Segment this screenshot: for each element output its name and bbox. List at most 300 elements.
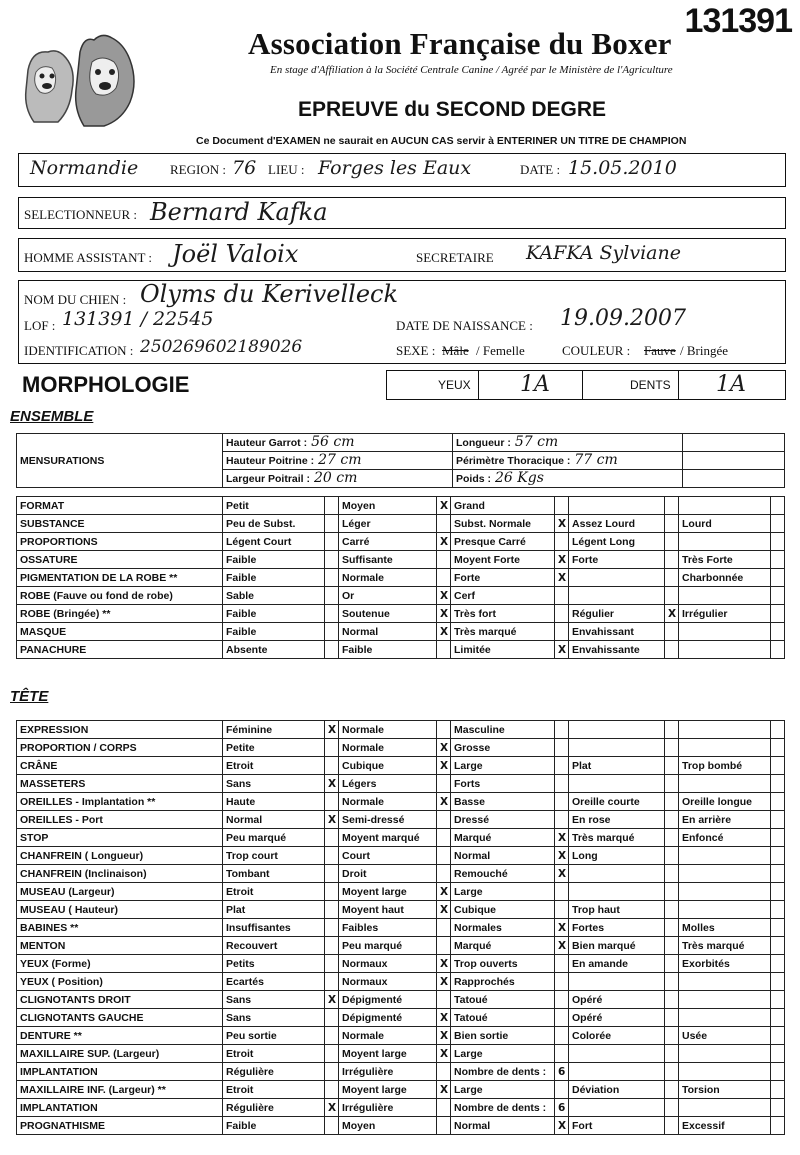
table-row xyxy=(17,533,785,551)
check-cell[interactable] xyxy=(325,865,339,883)
check-cell[interactable] xyxy=(325,551,339,569)
option-cell: Moyent Forte xyxy=(451,551,555,569)
option-cell: Etroit xyxy=(223,883,325,901)
tete-title: TÊTE xyxy=(10,688,49,705)
check-cell[interactable] xyxy=(665,1045,679,1063)
option-cell xyxy=(679,991,771,1009)
check-cell[interactable] xyxy=(325,757,339,775)
option-cell: Trop court xyxy=(223,847,325,865)
option-cell: Moyent haut xyxy=(339,901,437,919)
table-row xyxy=(17,847,785,865)
check-cell[interactable] xyxy=(665,1081,679,1099)
check-cell[interactable] xyxy=(771,919,785,937)
measure-cell xyxy=(223,470,453,488)
option-cell: Moyen xyxy=(339,497,437,515)
option-cell: Légers xyxy=(339,775,437,793)
check-cell[interactable] xyxy=(665,919,679,937)
table-row xyxy=(17,865,785,883)
option-cell: Forts xyxy=(451,775,555,793)
measure-label: Largeur Poitrail : xyxy=(226,473,311,485)
option-cell: Faible xyxy=(339,641,437,659)
check-cell[interactable]: X xyxy=(325,721,339,739)
empty-cell xyxy=(683,434,785,452)
option-cell: Grand xyxy=(451,497,555,515)
yeux-value[interactable]: 1A xyxy=(520,372,550,397)
check-cell[interactable] xyxy=(437,641,451,659)
check-cell[interactable] xyxy=(665,901,679,919)
check-cell[interactable] xyxy=(771,721,785,739)
measure-label: Poids : xyxy=(456,473,492,485)
check-cell[interactable] xyxy=(437,919,451,937)
measure-value[interactable]: 20 cm xyxy=(314,470,358,486)
check-cell[interactable] xyxy=(665,587,679,605)
option-cell xyxy=(569,973,665,991)
check-cell[interactable] xyxy=(665,811,679,829)
selectionneur-value[interactable]: Bernard Kafka xyxy=(150,198,328,226)
option-cell: Plat xyxy=(223,901,325,919)
check-cell[interactable] xyxy=(771,937,785,955)
option-cell: Très marqué xyxy=(679,937,771,955)
check-cell[interactable]: X xyxy=(437,1027,451,1045)
option-cell: Molles xyxy=(679,919,771,937)
check-cell[interactable]: X xyxy=(437,533,451,551)
check-cell[interactable]: X xyxy=(437,901,451,919)
option-cell: Trop haut xyxy=(569,901,665,919)
check-cell[interactable] xyxy=(325,1009,339,1027)
check-cell[interactable]: X xyxy=(437,587,451,605)
check-cell[interactable] xyxy=(325,623,339,641)
lieu-value[interactable]: Forges les Eaux xyxy=(318,157,472,179)
check-cell[interactable] xyxy=(665,937,679,955)
option-cell xyxy=(679,721,771,739)
homme-assistant-value[interactable]: Joël Valoix xyxy=(172,240,299,268)
row-label: CHANFREIN (Inclinaison) xyxy=(17,865,223,883)
check-cell[interactable] xyxy=(665,757,679,775)
check-cell[interactable] xyxy=(325,497,339,515)
check-cell[interactable] xyxy=(771,1045,785,1063)
row-label: STOP xyxy=(17,829,223,847)
check-cell[interactable]: X xyxy=(555,847,569,865)
check-cell[interactable]: X xyxy=(437,955,451,973)
table-row xyxy=(17,515,785,533)
option-cell: Rapprochés xyxy=(451,973,555,991)
check-cell[interactable] xyxy=(555,901,569,919)
check-cell[interactable] xyxy=(325,829,339,847)
check-cell[interactable] xyxy=(771,775,785,793)
check-cell[interactable] xyxy=(771,883,785,901)
measure-cell xyxy=(453,470,683,488)
yeux-divider xyxy=(478,370,479,400)
option-cell: Enfoncé xyxy=(679,829,771,847)
row-label: SUBSTANCE xyxy=(17,515,223,533)
option-cell: Exorbités xyxy=(679,955,771,973)
region-value[interactable]: 76 xyxy=(232,157,257,179)
region-name-value[interactable]: Normandie xyxy=(30,157,139,179)
dents-label: DENTS xyxy=(630,378,671,392)
check-cell[interactable] xyxy=(665,569,679,587)
check-cell[interactable]: 6 xyxy=(555,1063,569,1081)
option-cell: Cerf xyxy=(451,587,555,605)
table-row xyxy=(17,739,785,757)
option-cell: Large xyxy=(451,883,555,901)
check-cell[interactable]: X xyxy=(555,829,569,847)
check-cell[interactable]: X xyxy=(665,605,679,623)
option-cell: Régulière xyxy=(223,1063,325,1081)
check-cell[interactable] xyxy=(665,1009,679,1027)
row-label: IMPLANTATION xyxy=(17,1063,223,1081)
check-cell[interactable] xyxy=(771,1009,785,1027)
lof-value[interactable]: 131391 / 22545 xyxy=(62,308,214,330)
measure-cell xyxy=(223,452,453,470)
check-cell[interactable]: X xyxy=(437,973,451,991)
check-cell[interactable] xyxy=(555,1081,569,1099)
check-cell[interactable] xyxy=(665,1027,679,1045)
option-cell: Charbonnée xyxy=(679,569,771,587)
dents-value[interactable]: 1A xyxy=(716,372,746,397)
option-cell xyxy=(679,973,771,991)
check-cell[interactable] xyxy=(555,973,569,991)
option-cell: Assez Lourd xyxy=(569,515,665,533)
option-cell: Semi-dressé xyxy=(339,811,437,829)
check-cell[interactable] xyxy=(555,739,569,757)
check-cell[interactable] xyxy=(555,1009,569,1027)
check-cell[interactable] xyxy=(665,533,679,551)
region-label: REGION : xyxy=(170,162,226,177)
option-cell: Marqué xyxy=(451,829,555,847)
check-cell[interactable] xyxy=(555,721,569,739)
association-title: Association Française du Boxer xyxy=(248,26,672,61)
check-cell[interactable]: 6 xyxy=(555,1099,569,1117)
ensemble-table xyxy=(16,496,785,659)
epreuve-title: EPREUVE du SECOND DEGRE xyxy=(298,98,607,121)
check-cell[interactable] xyxy=(665,497,679,515)
option-cell xyxy=(569,569,665,587)
option-cell xyxy=(679,641,771,659)
table-row xyxy=(17,434,785,452)
sexe-value: / Femelle xyxy=(476,343,525,358)
boxer-dogs-logo xyxy=(18,30,150,132)
check-cell[interactable] xyxy=(665,641,679,659)
check-cell[interactable] xyxy=(555,757,569,775)
check-cell[interactable] xyxy=(437,1099,451,1117)
option-cell: Excessif xyxy=(679,1117,771,1135)
check-cell[interactable] xyxy=(771,757,785,775)
check-cell[interactable] xyxy=(555,991,569,1009)
check-cell[interactable] xyxy=(325,1081,339,1099)
check-cell[interactable]: X xyxy=(437,1045,451,1063)
measure-label: Hauteur Poitrine : xyxy=(226,455,315,467)
check-cell[interactable] xyxy=(771,623,785,641)
check-cell[interactable]: X xyxy=(555,551,569,569)
check-cell[interactable] xyxy=(665,883,679,901)
check-cell[interactable]: X xyxy=(437,883,451,901)
check-cell[interactable] xyxy=(771,533,785,551)
option-cell: Sans xyxy=(223,1009,325,1027)
check-cell[interactable] xyxy=(325,605,339,623)
check-cell[interactable]: X xyxy=(555,937,569,955)
check-cell[interactable] xyxy=(771,739,785,757)
option-cell: Long xyxy=(569,847,665,865)
check-cell[interactable] xyxy=(437,937,451,955)
check-cell[interactable] xyxy=(437,811,451,829)
option-cell: Normal xyxy=(451,847,555,865)
row-label: YEUX ( Position) xyxy=(17,973,223,991)
check-cell[interactable] xyxy=(325,919,339,937)
check-cell[interactable]: X xyxy=(437,739,451,757)
check-cell[interactable]: X xyxy=(555,515,569,533)
check-cell[interactable] xyxy=(437,991,451,1009)
check-cell[interactable] xyxy=(771,515,785,533)
check-cell[interactable] xyxy=(325,883,339,901)
check-cell[interactable]: X xyxy=(325,811,339,829)
check-cell[interactable] xyxy=(665,1117,679,1135)
check-cell[interactable]: X xyxy=(437,605,451,623)
check-cell[interactable] xyxy=(437,847,451,865)
option-cell: En arrière xyxy=(679,811,771,829)
check-cell[interactable]: X xyxy=(325,775,339,793)
check-cell[interactable] xyxy=(665,775,679,793)
table-row xyxy=(17,623,785,641)
option-cell xyxy=(679,1009,771,1027)
check-cell[interactable] xyxy=(325,1063,339,1081)
check-cell[interactable] xyxy=(555,623,569,641)
option-cell: Oreille longue xyxy=(679,793,771,811)
check-cell[interactable] xyxy=(771,793,785,811)
table-row xyxy=(17,937,785,955)
option-cell: Trop ouverts xyxy=(451,955,555,973)
measure-value[interactable]: 57 cm xyxy=(514,434,559,450)
check-cell[interactable] xyxy=(325,973,339,991)
check-cell[interactable] xyxy=(555,497,569,515)
check-cell[interactable] xyxy=(771,973,785,991)
check-cell[interactable] xyxy=(665,793,679,811)
check-cell[interactable] xyxy=(555,605,569,623)
check-cell[interactable] xyxy=(555,883,569,901)
option-cell: Ecartés xyxy=(223,973,325,991)
row-label: FORMAT xyxy=(17,497,223,515)
option-cell: Normaux xyxy=(339,973,437,991)
check-cell[interactable] xyxy=(771,497,785,515)
couleur-value: / Bringée xyxy=(680,343,729,358)
check-cell[interactable] xyxy=(555,1027,569,1045)
measure-cell xyxy=(453,434,683,452)
check-cell[interactable] xyxy=(325,847,339,865)
row-label: MUSEAU ( Hauteur) xyxy=(17,901,223,919)
table-row xyxy=(17,641,785,659)
check-cell[interactable] xyxy=(325,533,339,551)
check-cell[interactable] xyxy=(665,955,679,973)
check-cell[interactable] xyxy=(555,793,569,811)
option-cell: Large xyxy=(451,1045,555,1063)
option-cell: Large xyxy=(451,757,555,775)
check-cell[interactable] xyxy=(771,865,785,883)
check-cell[interactable] xyxy=(771,551,785,569)
measure-value[interactable]: 27 cm xyxy=(318,452,362,468)
homme-assistant-label: HOMME ASSISTANT : xyxy=(24,250,153,265)
check-cell[interactable]: X xyxy=(437,757,451,775)
check-cell[interactable] xyxy=(771,1063,785,1081)
option-cell: Normale xyxy=(339,569,437,587)
table-row xyxy=(17,497,785,515)
selectionneur-label: SELECTIONNEUR : xyxy=(24,207,138,222)
check-cell[interactable] xyxy=(771,641,785,659)
check-cell[interactable] xyxy=(325,937,339,955)
option-cell: Très fort xyxy=(451,605,555,623)
check-cell[interactable]: X xyxy=(437,793,451,811)
table-row xyxy=(17,721,785,739)
option-cell: Irrégulier xyxy=(679,605,771,623)
check-cell[interactable] xyxy=(437,569,451,587)
check-cell[interactable]: X xyxy=(437,623,451,641)
check-cell[interactable] xyxy=(771,991,785,1009)
option-cell: Légent Court xyxy=(223,533,325,551)
option-cell: Masculine xyxy=(451,721,555,739)
check-cell[interactable] xyxy=(771,1027,785,1045)
check-cell[interactable] xyxy=(325,1045,339,1063)
check-cell[interactable] xyxy=(325,793,339,811)
option-cell xyxy=(679,497,771,515)
nom-chien-value[interactable]: Olyms du Kerivelleck xyxy=(140,280,398,308)
check-cell[interactable] xyxy=(325,901,339,919)
check-cell[interactable] xyxy=(555,811,569,829)
check-cell[interactable]: X xyxy=(325,1099,339,1117)
option-cell xyxy=(679,533,771,551)
check-cell[interactable] xyxy=(771,1117,785,1135)
check-cell[interactable] xyxy=(771,1081,785,1099)
check-cell[interactable] xyxy=(771,811,785,829)
row-label: MASQUE xyxy=(17,623,223,641)
option-cell: Dépigmenté xyxy=(339,991,437,1009)
row-label: OREILLES - Implantation ** xyxy=(17,793,223,811)
option-cell: Moyent large xyxy=(339,1081,437,1099)
date-value[interactable]: 15.05.2010 xyxy=(568,157,677,179)
check-cell[interactable] xyxy=(665,551,679,569)
row-label: DENTURE ** xyxy=(17,1027,223,1045)
secretaire-value[interactable]: KAFKA Sylviane xyxy=(526,242,681,264)
check-cell[interactable] xyxy=(665,623,679,641)
check-cell[interactable] xyxy=(325,587,339,605)
check-cell[interactable] xyxy=(771,847,785,865)
check-cell[interactable]: X xyxy=(555,919,569,937)
option-cell: Nombre de dents : xyxy=(451,1099,555,1117)
check-cell[interactable] xyxy=(665,991,679,1009)
measure-value[interactable]: 26 Kgs xyxy=(495,470,544,486)
check-cell[interactable] xyxy=(665,829,679,847)
check-cell[interactable] xyxy=(325,569,339,587)
option-cell: Dépigmenté xyxy=(339,1009,437,1027)
measure-value[interactable]: 77 cm xyxy=(574,452,618,468)
association-subtitle: En stage d'Affiliation à la Société Centrale Canine / Agréé par le Ministère de l'Agriculture xyxy=(270,64,673,76)
option-cell xyxy=(679,623,771,641)
naissance-value[interactable]: 19.09.2007 xyxy=(560,306,686,331)
identification-value[interactable]: 250269602189026 xyxy=(140,337,303,357)
check-cell[interactable] xyxy=(437,1117,451,1135)
check-cell[interactable]: X xyxy=(555,641,569,659)
check-cell[interactable] xyxy=(665,847,679,865)
check-cell[interactable]: X xyxy=(555,865,569,883)
check-cell[interactable] xyxy=(555,1045,569,1063)
lieu-label: LIEU : xyxy=(268,162,305,177)
check-cell[interactable]: X xyxy=(437,1009,451,1027)
check-cell[interactable] xyxy=(437,829,451,847)
measure-value[interactable]: 56 cm xyxy=(311,434,355,450)
check-cell[interactable] xyxy=(325,515,339,533)
table-row xyxy=(17,551,785,569)
check-cell[interactable] xyxy=(437,551,451,569)
check-cell[interactable]: X xyxy=(555,1117,569,1135)
check-cell[interactable] xyxy=(325,641,339,659)
check-cell[interactable] xyxy=(437,515,451,533)
check-cell[interactable] xyxy=(437,865,451,883)
option-cell: Peu marqué xyxy=(339,937,437,955)
table-row xyxy=(17,569,785,587)
option-cell: Très marqué xyxy=(569,829,665,847)
option-cell xyxy=(679,901,771,919)
ensemble-title: ENSEMBLE xyxy=(10,408,94,425)
row-label: MUSEAU (Largeur) xyxy=(17,883,223,901)
check-cell[interactable]: X xyxy=(437,1081,451,1099)
check-cell[interactable] xyxy=(665,973,679,991)
document-number: 131391 xyxy=(684,2,792,40)
check-cell[interactable] xyxy=(665,865,679,883)
option-cell: Absente xyxy=(223,641,325,659)
check-cell[interactable] xyxy=(555,955,569,973)
check-cell[interactable] xyxy=(665,1099,679,1117)
check-cell[interactable] xyxy=(771,901,785,919)
option-cell: Recouvert xyxy=(223,937,325,955)
check-cell[interactable] xyxy=(771,829,785,847)
table-row xyxy=(17,605,785,623)
table-row xyxy=(17,1009,785,1027)
check-cell[interactable] xyxy=(665,739,679,757)
check-cell[interactable] xyxy=(555,775,569,793)
option-cell: Torsion xyxy=(679,1081,771,1099)
measure-cell xyxy=(223,434,453,452)
option-cell: Bien sortie xyxy=(451,1027,555,1045)
check-cell[interactable]: X xyxy=(555,569,569,587)
check-cell[interactable] xyxy=(771,569,785,587)
check-cell[interactable] xyxy=(771,587,785,605)
table-row xyxy=(17,901,785,919)
check-cell[interactable] xyxy=(325,1117,339,1135)
option-cell: Plat xyxy=(569,757,665,775)
check-cell[interactable]: X xyxy=(437,497,451,515)
check-cell[interactable] xyxy=(325,955,339,973)
check-cell[interactable] xyxy=(665,721,679,739)
check-cell[interactable] xyxy=(325,1027,339,1045)
row-label: MAXILLAIRE INF. (Largeur) ** xyxy=(17,1081,223,1099)
option-cell: Irrégulière xyxy=(339,1063,437,1081)
check-cell[interactable] xyxy=(771,955,785,973)
check-cell[interactable] xyxy=(665,515,679,533)
check-cell[interactable] xyxy=(437,721,451,739)
table-row xyxy=(17,811,785,829)
check-cell[interactable] xyxy=(771,1099,785,1117)
option-cell: Subst. Normale xyxy=(451,515,555,533)
option-cell xyxy=(569,497,665,515)
naissance-label: DATE DE NAISSANCE : xyxy=(396,318,533,333)
row-label: ROBE (Bringée) ** xyxy=(17,605,223,623)
row-label: OSSATURE xyxy=(17,551,223,569)
check-cell[interactable] xyxy=(555,533,569,551)
check-cell[interactable] xyxy=(325,739,339,757)
check-cell[interactable]: X xyxy=(325,991,339,1009)
check-cell[interactable] xyxy=(437,1063,451,1081)
check-cell[interactable] xyxy=(555,587,569,605)
check-cell[interactable] xyxy=(437,775,451,793)
check-cell[interactable] xyxy=(665,1063,679,1081)
check-cell[interactable] xyxy=(771,605,785,623)
